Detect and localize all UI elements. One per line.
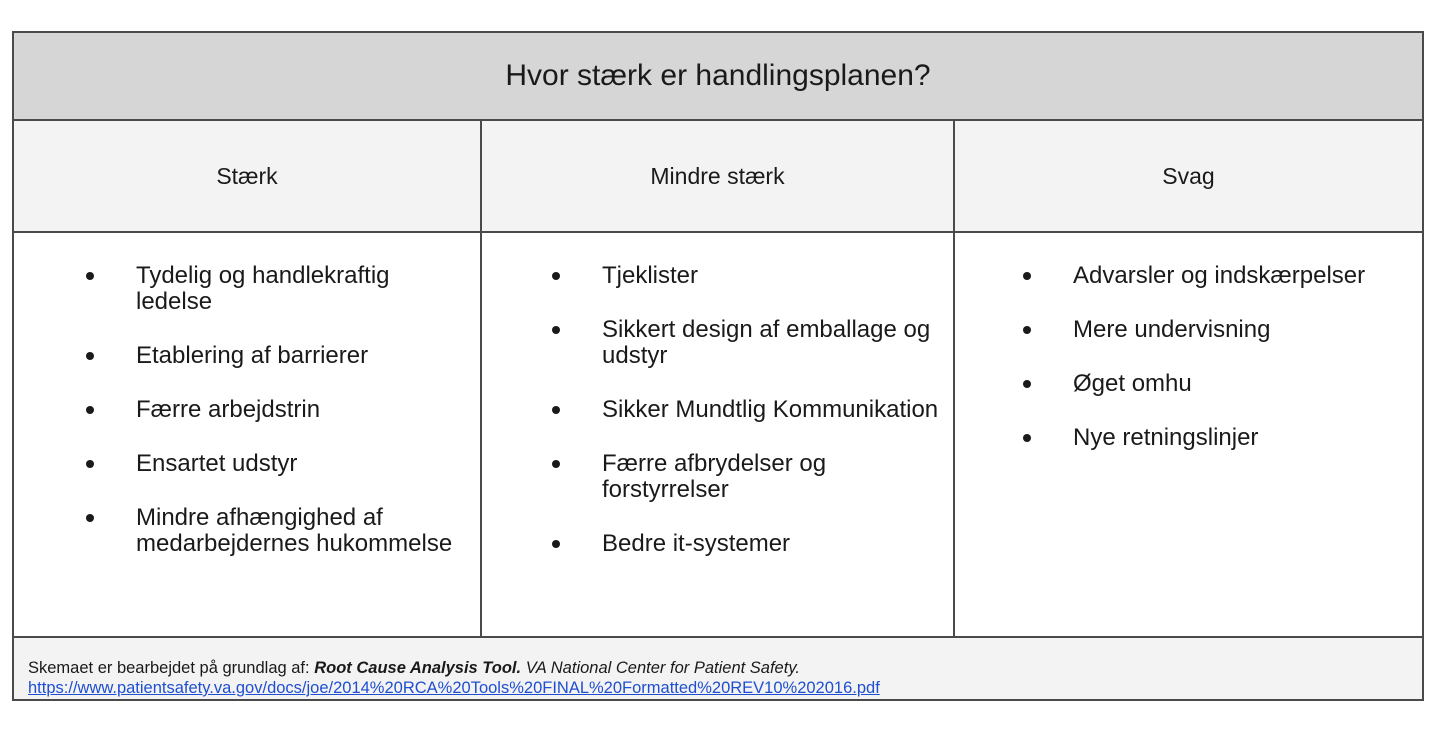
bullet-list — [14, 263, 480, 557]
list-item — [482, 531, 953, 557]
bullet-icon — [86, 514, 94, 522]
list-item — [955, 425, 1422, 451]
list-item-text: Færre afbrydelser og forstyrrelser — [602, 450, 827, 503]
source-organization: VA National Center for Patient Safety. — [521, 659, 800, 677]
list-item — [14, 397, 480, 423]
column-strong — [14, 233, 482, 636]
bullet-list — [955, 263, 1422, 451]
list-item-text: Færre arbejdstrin — [136, 396, 321, 423]
list-item — [14, 343, 480, 369]
list-item-text: Sikkert design af emballage og udstyr — [602, 316, 931, 369]
list-item-text: Sikker Mundtlig Kommunikation — [602, 396, 939, 423]
table-title: Hvor stærk er handlingsplanen? — [14, 33, 1422, 121]
list-item — [14, 505, 480, 557]
bullet-icon — [86, 272, 94, 280]
bullet-icon — [86, 460, 94, 468]
bullet-icon — [1023, 326, 1031, 334]
list-item — [955, 371, 1422, 397]
list-item-text: Nye retningslinjer — [1073, 424, 1259, 451]
source-prefix: Skemaet er bearbejdet på grundlag af: — [28, 659, 315, 677]
column-body-row — [14, 233, 1422, 638]
source-citation — [28, 658, 1422, 678]
list-item-text: Etablering af barrierer — [136, 342, 369, 369]
bullet-icon — [1023, 434, 1031, 442]
bullet-list — [482, 263, 953, 557]
bullet-icon — [1023, 272, 1031, 280]
list-item — [482, 397, 953, 423]
bullet-icon — [1023, 380, 1031, 388]
action-plan-strength-table — [12, 31, 1424, 701]
list-item-text: Mindre afhængighed af medarbejdernes hukommelse — [136, 504, 453, 557]
bullet-icon — [552, 540, 560, 548]
source-footer — [14, 638, 1422, 699]
list-item-text: Ensartet udstyr — [136, 450, 298, 477]
list-item — [955, 263, 1422, 289]
list-item — [955, 317, 1422, 343]
list-item — [482, 317, 953, 369]
bullet-icon — [552, 406, 560, 414]
column-header-row — [14, 121, 1422, 233]
column-header-strong: Stærk — [14, 121, 482, 231]
list-item — [482, 263, 953, 289]
bullet-icon — [552, 460, 560, 468]
column-header-less-strong: Mindre stærk — [482, 121, 955, 231]
list-item — [14, 451, 480, 477]
list-item-text: Øget omhu — [1073, 370, 1192, 397]
list-item-text: Tydelig og handlekraftig ledelse — [136, 262, 390, 315]
source-link[interactable]: https://www.patientsafety.va.gov/docs/joe/2014%20RCA%20Tools%20FINAL%20Formatted%20REV10%202016.pdf — [28, 679, 880, 697]
list-item-text: Advarsler og indskærpelser — [1073, 262, 1366, 289]
list-item-text: Bedre it-systemer — [602, 530, 791, 557]
list-item — [482, 451, 953, 503]
list-item-text: Tjeklister — [602, 262, 699, 289]
bullet-icon — [552, 272, 560, 280]
list-item-text: Mere undervisning — [1073, 316, 1271, 343]
bullet-icon — [552, 326, 560, 334]
bullet-icon — [86, 352, 94, 360]
source-title: Root Cause Analysis Tool. — [314, 659, 522, 677]
list-item — [14, 263, 480, 315]
column-less-strong — [482, 233, 955, 636]
column-weak — [955, 233, 1422, 636]
column-header-weak: Svag — [1162, 162, 1215, 189]
bullet-icon — [86, 406, 94, 414]
